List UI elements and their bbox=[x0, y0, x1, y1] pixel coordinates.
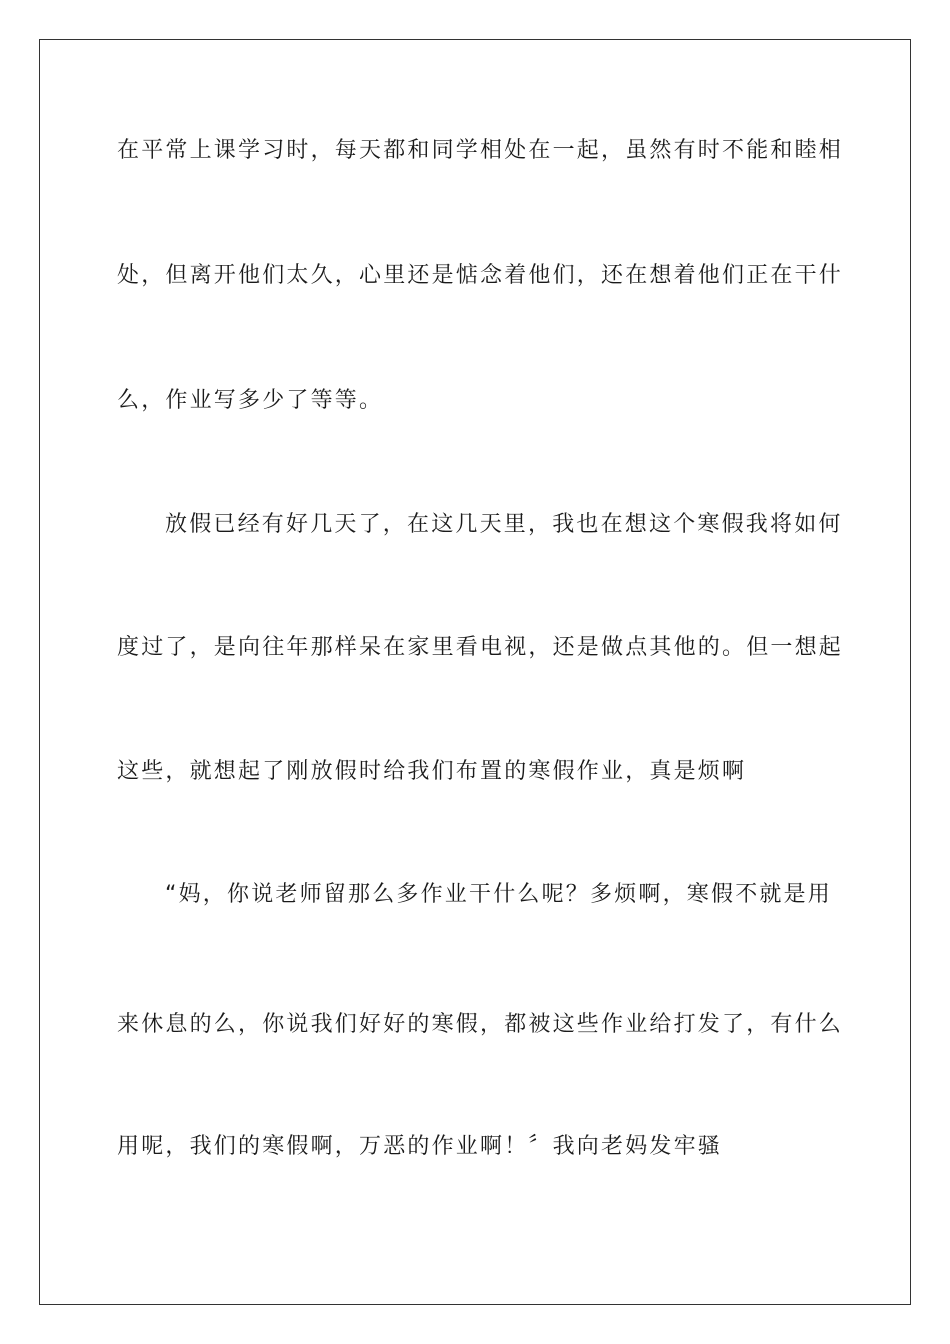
text-line: 处，但离开他们太久，心里还是惦念着他们，还在想着他们正在干什 bbox=[117, 263, 844, 288]
text-line: 来休息的么，你说我们好好的寒假，都被这些作业给打发了，有什么 bbox=[117, 1012, 844, 1037]
text-line: 用呢，我们的寒假啊，万恶的作业啊！〞我向老妈发牢骚 bbox=[117, 1134, 723, 1159]
paragraph-start-line: 放假已经有好几天了，在这几天里，我也在想这个寒假我将如何 bbox=[165, 512, 843, 537]
text-line: 么，作业写多少了等等。 bbox=[117, 388, 384, 413]
text-line: 这些，就想起了刚放假时给我们布置的寒假作业，真是烦啊 bbox=[117, 759, 747, 784]
page-frame bbox=[39, 39, 911, 1305]
paragraph-start-line: “妈，你说老师留那么多作业干什么呢？多烦啊，寒假不就是用 bbox=[165, 882, 832, 907]
text-line: 在平常上课学习时，每天都和同学相处在一起，虽然有时不能和睦相 bbox=[117, 138, 844, 163]
text-line: 度过了，是向往年那样呆在家里看电视，还是做点其他的。但一想起 bbox=[117, 635, 844, 660]
